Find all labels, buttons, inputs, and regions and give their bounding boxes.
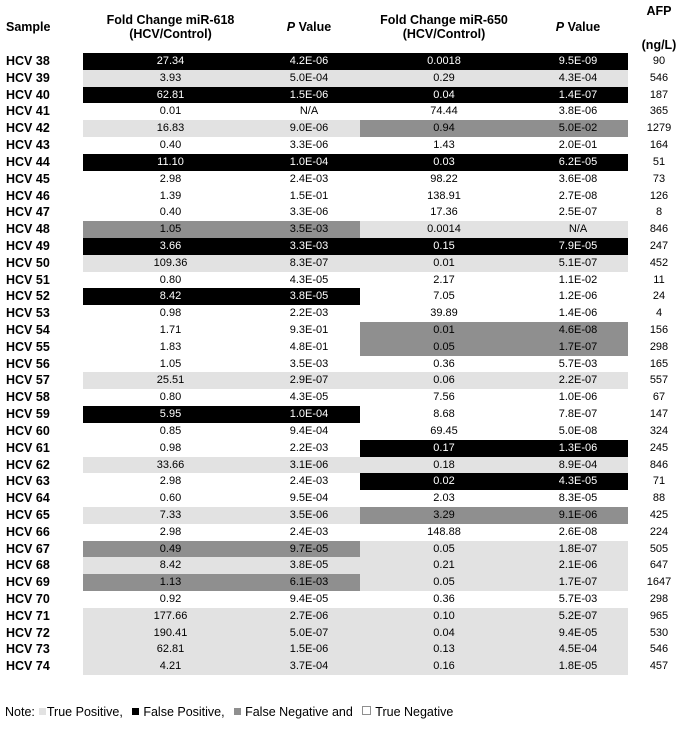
table-row	[0, 524, 690, 541]
cell-fc650: 3.29	[360, 507, 528, 524]
cell-p618: 2.4E-03	[258, 473, 360, 490]
cell-fc650: 0.29	[360, 70, 528, 87]
cell-p650: 9.4E-05	[528, 625, 628, 642]
cell-fc650: 0.0014	[360, 221, 528, 238]
cell-afp: 245	[628, 440, 690, 457]
cell-sample: HCV 72	[0, 625, 83, 642]
cell-fc650: 0.01	[360, 255, 528, 272]
cell-fc650: 7.05	[360, 288, 528, 305]
cell-fc650: 0.17	[360, 440, 528, 457]
cell-sample: HCV 55	[0, 339, 83, 356]
cell-afp: 165	[628, 356, 690, 373]
cell-p650: 1.1E-02	[528, 272, 628, 289]
cell-p650: 2.1E-06	[528, 557, 628, 574]
cell-fc650: 0.05	[360, 574, 528, 591]
header-sample: Sample	[6, 19, 51, 34]
cell-p650: 9.1E-06	[528, 507, 628, 524]
cell-sample: HCV 57	[0, 372, 83, 389]
table-row	[0, 188, 690, 205]
cell-fc618: 0.92	[83, 591, 258, 608]
cell-p650: 1.7E-07	[528, 574, 628, 591]
cell-sample: HCV 51	[0, 272, 83, 289]
cell-fc650: 39.89	[360, 305, 528, 322]
cell-p618: 3.8E-05	[258, 557, 360, 574]
cell-fc618: 0.49	[83, 541, 258, 558]
cell-afp: 88	[628, 490, 690, 507]
cell-afp: 187	[628, 87, 690, 104]
cell-fc650: 0.94	[360, 120, 528, 137]
cell-sample: HCV 67	[0, 541, 83, 558]
cell-fc650: 0.16	[360, 658, 528, 675]
cell-sample: HCV 47	[0, 204, 83, 221]
cell-fc650: 74.44	[360, 103, 528, 120]
cell-fc618: 1.05	[83, 221, 258, 238]
cell-sample: HCV 64	[0, 490, 83, 507]
cell-fc650: 148.88	[360, 524, 528, 541]
header-fold-change-mir618-line1: Fold Change miR-618	[106, 12, 235, 27]
cell-fc618: 3.66	[83, 238, 258, 255]
cell-p618: 2.7E-06	[258, 608, 360, 625]
cell-p650: 1.0E-06	[528, 389, 628, 406]
cell-p618: 2.2E-03	[258, 440, 360, 457]
header-fold-change-mir650-line2: (HCV/Control)	[402, 26, 486, 41]
cell-fc650: 0.13	[360, 641, 528, 658]
table-row	[0, 372, 690, 389]
cell-p650: 4.3E-04	[528, 70, 628, 87]
header-p-value-mir618-label: P Value	[286, 19, 332, 34]
table-row	[0, 440, 690, 457]
cell-afp: 224	[628, 524, 690, 541]
cell-p650: 3.8E-06	[528, 103, 628, 120]
legend-swatch-fp	[132, 708, 139, 715]
cell-p650: 3.6E-08	[528, 171, 628, 188]
cell-afp: 11	[628, 272, 690, 289]
cell-sample: HCV 49	[0, 238, 83, 255]
cell-fc650: 0.05	[360, 339, 528, 356]
cell-fc650: 0.05	[360, 541, 528, 558]
table-row	[0, 255, 690, 272]
cell-fc618: 27.34	[83, 53, 258, 70]
legend-swatch-tp	[39, 708, 46, 715]
cell-afp: 530	[628, 625, 690, 642]
cell-p650: 2.0E-01	[528, 137, 628, 154]
cell-fc618: 0.80	[83, 272, 258, 289]
header-p-value-mir650-label: P Value	[555, 19, 601, 34]
cell-fc618: 25.51	[83, 372, 258, 389]
cell-p618: 2.4E-03	[258, 171, 360, 188]
table-row	[0, 70, 690, 87]
cell-afp: 846	[628, 457, 690, 474]
table-row	[0, 103, 690, 120]
table-row	[0, 423, 690, 440]
cell-afp: 24	[628, 288, 690, 305]
cell-p618: 9.0E-06	[258, 120, 360, 137]
legend-label-tp: True Positive,	[46, 705, 127, 719]
legend-label-fn: False Negative and	[245, 705, 357, 719]
cell-p618: N/A	[258, 103, 360, 120]
cell-p650: 1.8E-07	[528, 541, 628, 558]
cell-fc650: 0.04	[360, 625, 528, 642]
cell-afp: 1279	[628, 120, 690, 137]
cell-p650: 7.9E-05	[528, 238, 628, 255]
table-row	[0, 171, 690, 188]
cell-sample: HCV 42	[0, 120, 83, 137]
cell-afp: 4	[628, 305, 690, 322]
cell-p618: 2.9E-07	[258, 372, 360, 389]
cell-sample: HCV 63	[0, 473, 83, 490]
cell-p618: 4.3E-05	[258, 389, 360, 406]
cell-afp: 425	[628, 507, 690, 524]
table-row	[0, 53, 690, 70]
cell-afp: 73	[628, 171, 690, 188]
table-row	[0, 574, 690, 591]
cell-p650: 2.2E-07	[528, 372, 628, 389]
cell-sample: HCV 54	[0, 322, 83, 339]
cell-fc650: 0.03	[360, 154, 528, 171]
cell-p650: 5.0E-08	[528, 423, 628, 440]
table-row	[0, 288, 690, 305]
cell-p650: 4.3E-05	[528, 473, 628, 490]
cell-afp: 965	[628, 608, 690, 625]
table-row	[0, 473, 690, 490]
header-fold-change-mir650-line1: Fold Change miR-650	[380, 12, 508, 27]
cell-fc650: 1.43	[360, 137, 528, 154]
cell-afp: 71	[628, 473, 690, 490]
cell-p650: N/A	[528, 221, 628, 238]
cell-fc618: 0.60	[83, 490, 258, 507]
cell-fc650: 0.21	[360, 557, 528, 574]
cell-afp: 457	[628, 658, 690, 675]
cell-fc618: 0.01	[83, 103, 258, 120]
cell-afp: 647	[628, 557, 690, 574]
cell-fc650: 0.0018	[360, 53, 528, 70]
cell-p650: 8.9E-04	[528, 457, 628, 474]
cell-fc618: 1.39	[83, 188, 258, 205]
cell-fc618: 3.93	[83, 70, 258, 87]
cell-fc618: 177.66	[83, 608, 258, 625]
cell-fc650: 0.36	[360, 591, 528, 608]
cell-afp: 156	[628, 322, 690, 339]
legend-note	[5, 704, 453, 720]
table-row	[0, 221, 690, 238]
cell-afp: 90	[628, 53, 690, 70]
cell-p650: 8.3E-05	[528, 490, 628, 507]
cell-fc618: 7.33	[83, 507, 258, 524]
table-row	[0, 137, 690, 154]
cell-p618: 8.3E-07	[258, 255, 360, 272]
cell-p650: 2.5E-07	[528, 204, 628, 221]
cell-p618: 9.4E-04	[258, 423, 360, 440]
table-row	[0, 154, 690, 171]
cell-fc618: 190.41	[83, 625, 258, 642]
cell-fc650: 0.01	[360, 322, 528, 339]
table-row	[0, 87, 690, 104]
cell-fc618: 62.81	[83, 641, 258, 658]
table-row	[0, 339, 690, 356]
cell-fc618: 109.36	[83, 255, 258, 272]
cell-fc618: 11.10	[83, 154, 258, 171]
cell-sample: HCV 39	[0, 70, 83, 87]
cell-fc618: 0.40	[83, 204, 258, 221]
table-row	[0, 490, 690, 507]
cell-p618: 3.8E-05	[258, 288, 360, 305]
legend-items	[35, 705, 453, 719]
table-row	[0, 658, 690, 675]
cell-fc618: 0.80	[83, 389, 258, 406]
table-row	[0, 457, 690, 474]
cell-fc650: 8.68	[360, 406, 528, 423]
cell-p650: 5.0E-02	[528, 120, 628, 137]
cell-p650: 4.5E-04	[528, 641, 628, 658]
header-fold-change-mir650	[360, 13, 528, 41]
cell-fc650: 0.36	[360, 356, 528, 373]
cell-p650: 4.6E-08	[528, 322, 628, 339]
cell-afp: 324	[628, 423, 690, 440]
cell-fc650: 0.04	[360, 87, 528, 104]
cell-p618: 1.0E-04	[258, 406, 360, 423]
table-row	[0, 204, 690, 221]
cell-fc618: 2.98	[83, 473, 258, 490]
cell-afp: 298	[628, 339, 690, 356]
table-row	[0, 557, 690, 574]
cell-p618: 2.2E-03	[258, 305, 360, 322]
table-row	[0, 591, 690, 608]
cell-sample: HCV 41	[0, 103, 83, 120]
cell-fc650: 17.36	[360, 204, 528, 221]
cell-afp: 1647	[628, 574, 690, 591]
cell-p650: 5.7E-03	[528, 591, 628, 608]
cell-fc618: 16.83	[83, 120, 258, 137]
cell-p618: 9.7E-05	[258, 541, 360, 558]
cell-afp: 8	[628, 204, 690, 221]
cell-p650: 6.2E-05	[528, 154, 628, 171]
cell-p650: 9.5E-09	[528, 53, 628, 70]
cell-p650: 5.1E-07	[528, 255, 628, 272]
header-afp-label: AFP	[646, 4, 672, 18]
header-fold-change-mir618	[83, 13, 258, 41]
cell-p650: 5.7E-03	[528, 356, 628, 373]
header-p-value-mir618	[258, 20, 360, 34]
cell-p618: 5.0E-07	[258, 625, 360, 642]
cell-afp: 164	[628, 137, 690, 154]
cell-p650: 2.6E-08	[528, 524, 628, 541]
table-row	[0, 238, 690, 255]
cell-fc650: 2.03	[360, 490, 528, 507]
cell-p618: 1.5E-01	[258, 188, 360, 205]
cell-sample: HCV 50	[0, 255, 83, 272]
cell-p618: 3.5E-03	[258, 356, 360, 373]
cell-afp: 51	[628, 154, 690, 171]
legend-swatch-tn	[362, 706, 371, 715]
cell-sample: HCV 46	[0, 188, 83, 205]
header-afp-unit: (ng/L)	[641, 38, 677, 52]
cell-fc618: 33.66	[83, 457, 258, 474]
cell-p650: 1.4E-06	[528, 305, 628, 322]
table-row	[0, 322, 690, 339]
cell-fc618: 2.98	[83, 171, 258, 188]
cell-fc650: 0.10	[360, 608, 528, 625]
cell-fc650: 69.45	[360, 423, 528, 440]
cell-p650: 1.7E-07	[528, 339, 628, 356]
cell-p618: 4.3E-05	[258, 272, 360, 289]
cell-p650: 1.8E-05	[528, 658, 628, 675]
cell-p618: 3.3E-06	[258, 204, 360, 221]
cell-sample: HCV 73	[0, 641, 83, 658]
cell-sample: HCV 68	[0, 557, 83, 574]
cell-sample: HCV 74	[0, 658, 83, 675]
cell-p618: 4.2E-06	[258, 53, 360, 70]
cell-p618: 9.5E-04	[258, 490, 360, 507]
cell-afp: 298	[628, 591, 690, 608]
table-row	[0, 608, 690, 625]
cell-fc618: 62.81	[83, 87, 258, 104]
cell-p618: 1.5E-06	[258, 641, 360, 658]
cell-sample: HCV 69	[0, 574, 83, 591]
note-prefix: Note:	[5, 705, 35, 719]
cell-p650: 1.2E-06	[528, 288, 628, 305]
cell-fc650: 0.02	[360, 473, 528, 490]
header-afp	[628, 0, 690, 53]
cell-fc650: 2.17	[360, 272, 528, 289]
cell-p618: 9.4E-05	[258, 591, 360, 608]
cell-fc618: 1.13	[83, 574, 258, 591]
cell-p618: 3.7E-04	[258, 658, 360, 675]
cell-sample: HCV 65	[0, 507, 83, 524]
cell-p618: 1.0E-04	[258, 154, 360, 171]
cell-p650: 1.3E-06	[528, 440, 628, 457]
cell-sample: HCV 40	[0, 87, 83, 104]
cell-afp: 505	[628, 541, 690, 558]
cell-p650: 7.8E-07	[528, 406, 628, 423]
cell-afp: 247	[628, 238, 690, 255]
cell-p618: 2.4E-03	[258, 524, 360, 541]
cell-afp: 546	[628, 641, 690, 658]
cell-fc618: 5.95	[83, 406, 258, 423]
cell-afp: 557	[628, 372, 690, 389]
cell-afp: 846	[628, 221, 690, 238]
header-fold-change-mir618-line2: (HCV/Control)	[129, 26, 212, 41]
legend-swatch-fn	[234, 708, 241, 715]
cell-p618: 5.0E-04	[258, 70, 360, 87]
cell-sample: HCV 70	[0, 591, 83, 608]
table-row	[0, 120, 690, 137]
cell-p618: 4.8E-01	[258, 339, 360, 356]
cell-fc650: 0.15	[360, 238, 528, 255]
cell-fc618: 0.98	[83, 305, 258, 322]
cell-sample: HCV 61	[0, 440, 83, 457]
cell-p618: 6.1E-03	[258, 574, 360, 591]
cell-p618: 3.3E-03	[258, 238, 360, 255]
cell-sample: HCV 48	[0, 221, 83, 238]
cell-fc618: 0.85	[83, 423, 258, 440]
cell-sample: HCV 56	[0, 356, 83, 373]
table-row	[0, 389, 690, 406]
table-row	[0, 356, 690, 373]
cell-p650: 1.4E-07	[528, 87, 628, 104]
table-row	[0, 625, 690, 642]
cell-afp: 147	[628, 406, 690, 423]
table-row	[0, 641, 690, 658]
cell-afp: 546	[628, 70, 690, 87]
cell-fc618: 0.40	[83, 137, 258, 154]
cell-p618: 3.1E-06	[258, 457, 360, 474]
table-row	[0, 305, 690, 322]
cell-sample: HCV 59	[0, 406, 83, 423]
legend-label-tn: True Negative	[375, 705, 454, 719]
cell-fc650: 98.22	[360, 171, 528, 188]
cell-sample: HCV 44	[0, 154, 83, 171]
table-row	[0, 272, 690, 289]
cell-fc618: 4.21	[83, 658, 258, 675]
cell-sample: HCV 60	[0, 423, 83, 440]
cell-fc618: 1.05	[83, 356, 258, 373]
header-p-value-mir650	[528, 20, 628, 34]
cell-fc650: 0.18	[360, 457, 528, 474]
cell-afp: 67	[628, 389, 690, 406]
cell-sample: HCV 53	[0, 305, 83, 322]
cell-p618: 3.3E-06	[258, 137, 360, 154]
cell-sample: HCV 62	[0, 457, 83, 474]
cell-sample: HCV 71	[0, 608, 83, 625]
cell-p618: 9.3E-01	[258, 322, 360, 339]
table-body	[0, 53, 690, 675]
cell-p650: 2.7E-08	[528, 188, 628, 205]
cell-fc650: 7.56	[360, 389, 528, 406]
cell-p618: 3.5E-03	[258, 221, 360, 238]
cell-fc618: 8.42	[83, 557, 258, 574]
cell-fc650: 0.06	[360, 372, 528, 389]
table-row	[0, 541, 690, 558]
cell-p618: 3.5E-06	[258, 507, 360, 524]
cell-p650: 5.2E-07	[528, 608, 628, 625]
cell-afp: 452	[628, 255, 690, 272]
cell-fc650: 138.91	[360, 188, 528, 205]
cell-fc618: 8.42	[83, 288, 258, 305]
cell-sample: HCV 66	[0, 524, 83, 541]
cell-sample: HCV 43	[0, 137, 83, 154]
cell-fc618: 1.71	[83, 322, 258, 339]
cell-afp: 126	[628, 188, 690, 205]
cell-fc618: 1.83	[83, 339, 258, 356]
cell-fc618: 0.98	[83, 440, 258, 457]
cell-sample: HCV 52	[0, 288, 83, 305]
cell-sample: HCV 38	[0, 53, 83, 70]
cell-fc618: 2.98	[83, 524, 258, 541]
legend-label-fp: False Positive,	[143, 705, 229, 719]
cell-afp: 365	[628, 103, 690, 120]
cell-sample: HCV 58	[0, 389, 83, 406]
table-row	[0, 406, 690, 423]
cell-sample: HCV 45	[0, 171, 83, 188]
table-row	[0, 507, 690, 524]
table-header-row	[0, 0, 690, 53]
cell-p618: 1.5E-06	[258, 87, 360, 104]
